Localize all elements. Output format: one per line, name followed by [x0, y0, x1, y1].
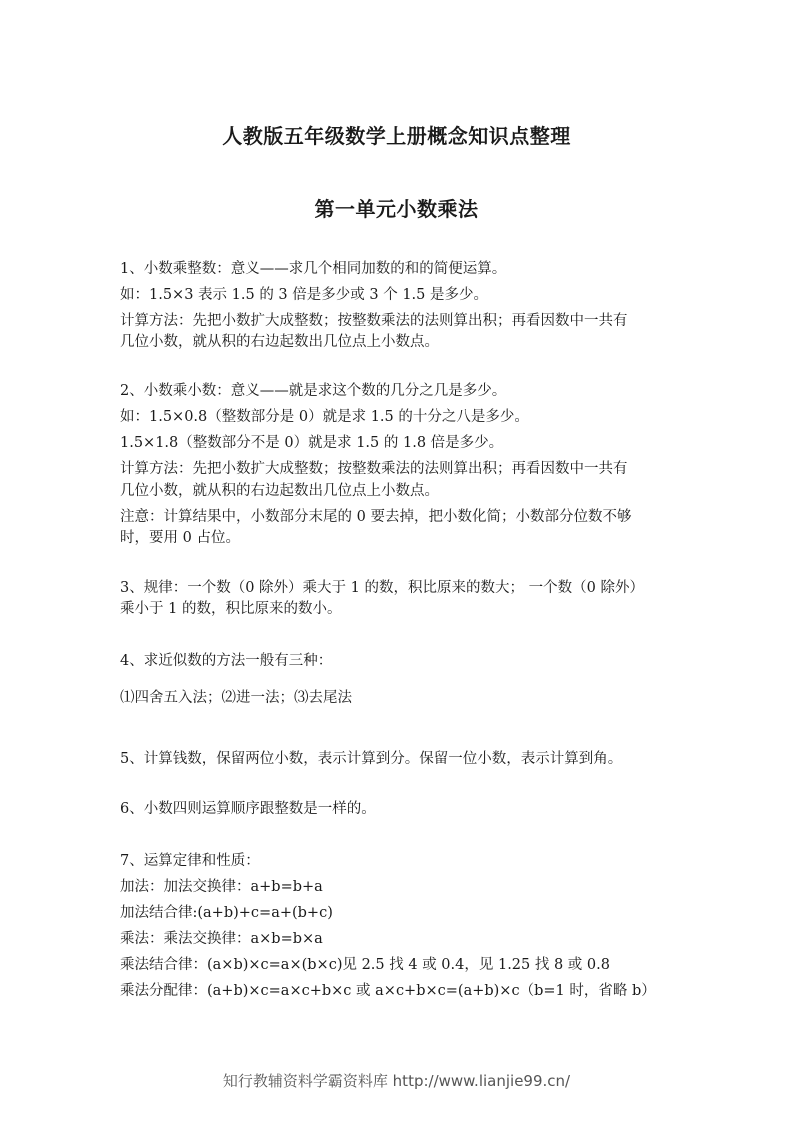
- text-line: 3、规律：一个数（0 除外）乘大于 1 的数，积比原来的数大； 一个数（0 除外）: [120, 580, 644, 596]
- text-line: 乘法结合律：(a×b)×c=a×(b×c)见 2.5 找 4 或 0.4，见 1.25 找 8 或 0.8: [120, 957, 610, 973]
- text-line: 计算方法：先把小数扩大成整数；按整数乘法的法则算出积；再看因数中一共有: [120, 313, 628, 329]
- text-line: 几位小数，就从积的右边起数出几位点上小数点。: [120, 483, 439, 499]
- text-line: 计算方法：先把小数扩大成整数；按整数乘法的法则算出积；再看因数中一共有: [120, 461, 628, 477]
- text-line: 注意：计算结果中，小数部分末尾的 0 要去掉，把小数化简；小数部分位数不够: [120, 509, 632, 525]
- footer-watermark: 知行教辅资料学霸资料库 http://www.lianjie99.cn/: [222, 1072, 571, 1090]
- text-line: 7、运算定律和性质：: [120, 853, 260, 869]
- text-line: 乘法：乘法交换律：a×b=b×a: [120, 931, 323, 947]
- text-line: 5、计算钱数，保留两位小数，表示计算到分。保留一位小数，表示计算到角。: [120, 751, 623, 767]
- text-line: 几位小数，就从积的右边起数出几位点上小数点。: [120, 334, 439, 350]
- text-line: 4、求近似数的方法一般有三种：: [120, 653, 333, 669]
- section-title: 第一单元小数乘法: [314, 197, 479, 221]
- text-line: 6、小数四则运算顺序跟整数是一样的。: [120, 801, 376, 817]
- text-line: ⑴四舍五入法；⑵进一法；⑶去尾法: [120, 690, 352, 706]
- text-line: 1、小数乘整数：意义——求几个相同加数的和的简便运算。: [120, 261, 507, 277]
- text-line: 时，要用 0 占位。: [120, 530, 240, 546]
- text-line: 如：1.5×3 表示 1.5 的 3 倍是多少或 3 个 1.5 是多少。: [120, 287, 488, 303]
- text-line: 乘小于 1 的数，积比原来的数小。: [120, 601, 342, 617]
- document-title: 人教版五年级数学上册概念知识点整理: [222, 124, 571, 148]
- text-line: 1.5×1.8（整数部分不是 0）就是求 1.5 的 1.8 倍是多少。: [120, 435, 504, 451]
- text-line: 加法结合律:(a+b)+c=a+(b+c): [120, 905, 333, 921]
- text-line: 加法：加法交换律：a+b=b+a: [120, 879, 323, 895]
- text-line: 2、小数乘小数：意义——就是求这个数的几分之几是多少。: [120, 383, 507, 399]
- text-line: 乘法分配律：(a+b)×c=a×c+b×c 或 a×c+b×c=(a+b)×c（b=1 时，省略 b）: [120, 983, 656, 999]
- text-line: 如：1.5×0.8（整数部分是 0）就是求 1.5 的十分之八是多少。: [120, 409, 529, 425]
